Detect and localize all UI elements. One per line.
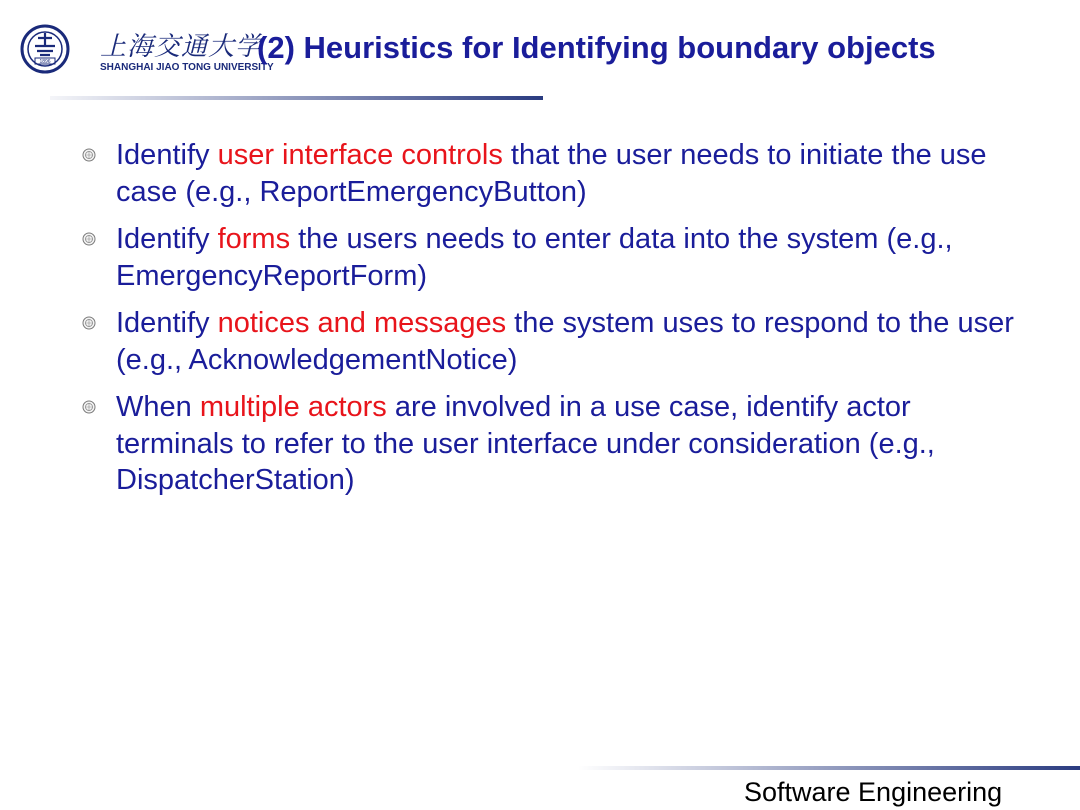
bullet-circle-icon [82, 400, 96, 414]
bullet-text-prefix: Identify [116, 307, 218, 339]
bullet-item [70, 389, 1030, 499]
slide-header [0, 0, 1080, 100]
bullet-text-suffix: that the user needs to initiate the use case (e.g., ReportEmergencyButton) [116, 139, 987, 208]
footer-divider [578, 766, 1080, 770]
bullet-highlight: notices and messages [217, 307, 507, 339]
university-seal-icon [20, 24, 70, 74]
bullet-highlight: multiple actors [199, 391, 387, 423]
bullet-text-suffix: the system uses to respond to the user (e.g., AcknowledgementNotice) [116, 307, 1014, 376]
bullet-text-suffix: the users needs to enter data into the system (e.g., EmergencyReportForm) [116, 223, 953, 292]
bullet-list [70, 137, 1030, 510]
bullet-highlight: forms [217, 223, 291, 255]
slide-title: (2) Heuristics for Identifying boundary objects [257, 30, 936, 65]
bullet-circle-icon [82, 148, 96, 162]
title-divider [50, 96, 543, 100]
bullet-item [70, 221, 1030, 294]
bullet-highlight: user interface controls [217, 139, 503, 171]
logo-english-name: SHANGHAI JIAO TONG UNIVERSITY [100, 62, 274, 73]
footer-course-name: Software Engineering [744, 777, 1003, 807]
university-logo [100, 26, 274, 74]
bullet-text-prefix: Identify [116, 223, 218, 255]
bullet-text-prefix: Identify [116, 139, 218, 171]
bullet-circle-icon [82, 232, 96, 246]
logo-chinese-name: 上海交通大学 [100, 32, 263, 62]
bullet-item [70, 305, 1030, 378]
bullet-text-prefix: When [116, 391, 200, 423]
bullet-text-suffix: are involved in a use case, identify actor terminals to refer to the user interface under consideration (e.g., DispatcherStation) [116, 391, 935, 496]
bullet-item [70, 137, 1030, 210]
bullet-circle-icon [82, 316, 96, 330]
seal-year: 1896 [39, 59, 51, 66]
